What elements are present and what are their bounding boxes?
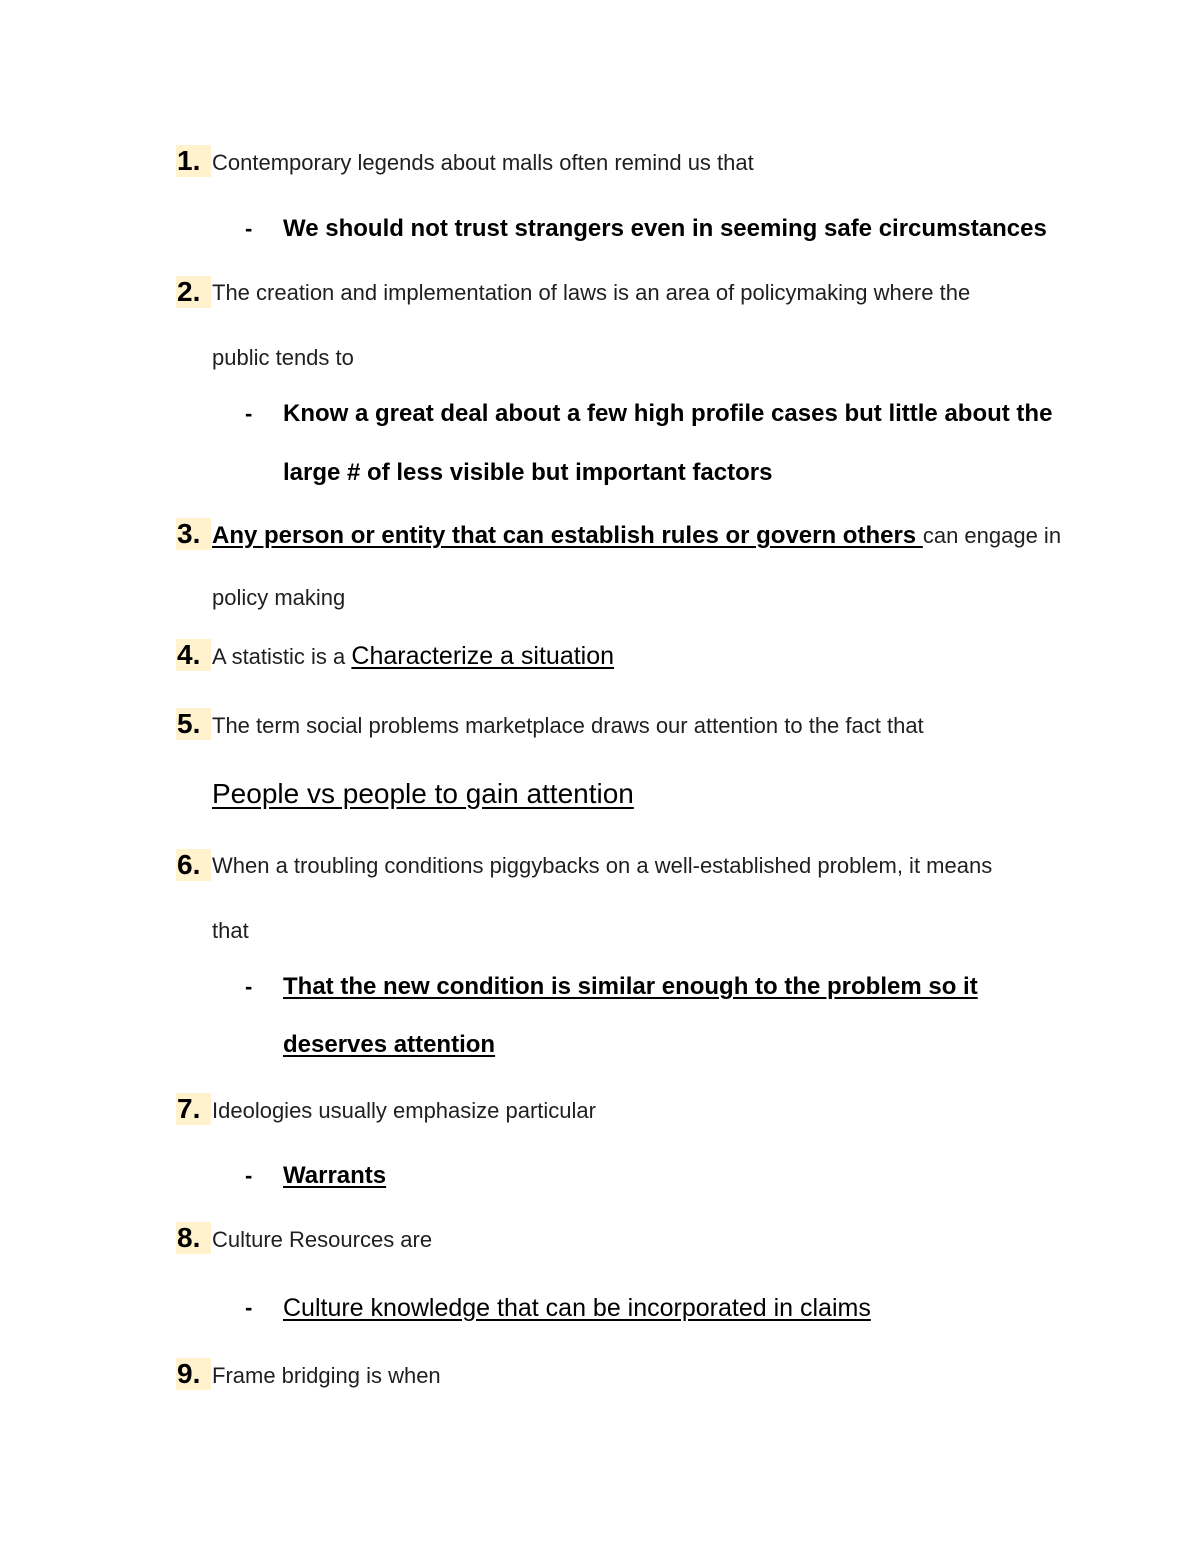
question-prompt: Ideologies usually emphasize particular (212, 1098, 596, 1123)
question-prompt: The creation and implementation of laws is an area of policymaking where the (212, 280, 971, 305)
prompt-tail: can engage in (922, 523, 1062, 548)
question-number: 5. (176, 708, 211, 740)
question-prompt: Contemporary legends about malls often remind us that (212, 150, 754, 175)
answer-text: Warrants (283, 1162, 387, 1189)
answer-text: People vs people to gain attention (212, 778, 634, 809)
answer-text: deserves attention (283, 1031, 496, 1058)
answer-text: Culture knowledge that can be incorporated in claims (283, 1294, 871, 1322)
question-number: 1. (176, 145, 211, 177)
question-number: 6. (176, 849, 211, 881)
answer-inline: Characterize a situation (351, 642, 615, 670)
question-prompt: Culture Resources are (212, 1227, 433, 1252)
question-number: 2. (176, 276, 211, 308)
question-number: 3. (176, 518, 211, 550)
question-number: 7. (176, 1093, 211, 1125)
question-prompt: public tends to (212, 345, 354, 370)
question-prompt (212, 644, 614, 669)
answer-text: large # of less visible but important factors (283, 459, 773, 486)
answer-inline: Any person or entity that can establish rules or govern others (212, 522, 923, 549)
question-prompt: When a troubling conditions piggybacks on a well-established problem, it means (212, 853, 993, 878)
answer-text: That the new condition is similar enough to the problem so it (283, 973, 978, 1000)
question-prompt (212, 524, 1061, 548)
answer-text: Know a great deal about a few high profile cases but little about the (283, 400, 1053, 427)
question-prompt: policy making (212, 585, 346, 610)
question-number: 9. (176, 1358, 211, 1390)
answer-bullet: - (245, 974, 253, 999)
question-prompt: Frame bridging is when (212, 1363, 441, 1388)
question-number: 8. (176, 1222, 211, 1254)
answer-bullet: - (245, 1163, 253, 1188)
answer-bullet: - (245, 401, 253, 426)
answer-text: We should not trust strangers even in seeming safe circumstances (283, 215, 1047, 242)
question-number: 4. (176, 639, 211, 671)
answer-bullet: - (245, 216, 253, 241)
question-prompt: The term social problems marketplace draws our attention to the fact that (212, 713, 924, 738)
question-prompt: that (212, 918, 249, 943)
answer-bullet: - (245, 1295, 253, 1320)
prompt-lead: A statistic is a (212, 644, 352, 669)
